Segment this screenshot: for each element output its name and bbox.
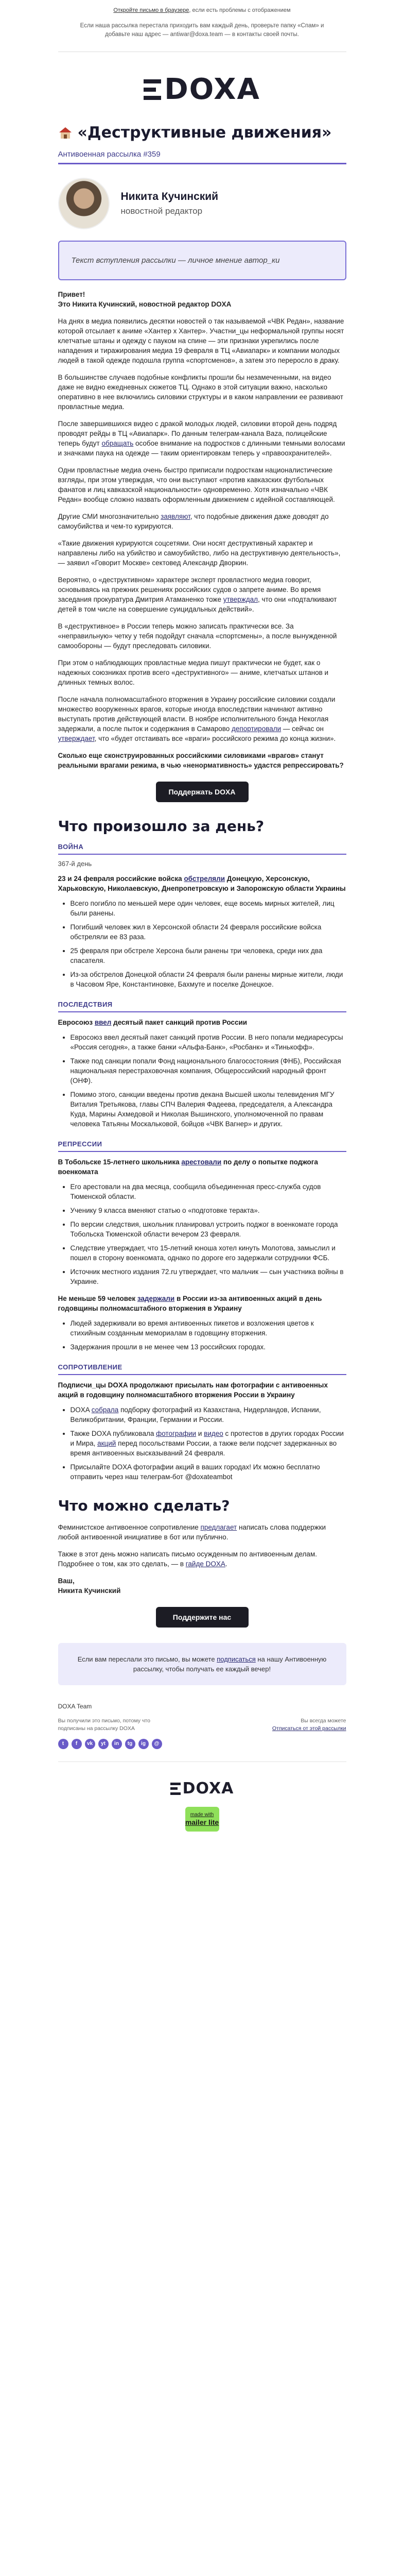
repressions-lead: В Тобольске 15-летнего школьника арестовали по делу о попытке поджога военкомата — [58, 1158, 318, 1176]
repressions-lead-2: Не меньше 59 человек задержали в России из-за антивоенных акций в день годовщины полномасштабного вторжения в Украину — [58, 1295, 322, 1312]
paragraph-8: В «деструктивное» в России теперь можно записать практически все. За «неправильную» четку у тебя подойдут сначала «спортсмены», а после вынужденной самообороны — будут преследовать силовики. — [58, 622, 337, 650]
list-item: • Его арестовали на два месяца, сообщила объединенная пресс-служба судов Тюменской области. — [71, 1182, 346, 1201]
author-role: новостной редактор — [120, 206, 203, 216]
section-label-consequences: ПОСЛЕДСТВИЯ — [58, 1001, 346, 1012]
footer-meta — [58, 1717, 346, 1733]
paragraph-4: Одни провластные медиа очень быстро приписали подросткам националистические взгляды, при этом утверждая, что они выступают «против кавказских футбольных фанатов и лиц кавказской национальности» одновременно. Хотя изначально «ЧВК Редан» вообще сложно назвать оформленным движением с идейной составляющей. — [58, 466, 335, 503]
author-intro: Это Никита Кучинский, новостной редактор DOXA — [58, 300, 232, 308]
link-video[interactable]: видео — [204, 1430, 223, 1437]
section-resistance — [58, 1363, 346, 1482]
repressions-list — [71, 1182, 346, 1286]
social-icon[interactable]: ig — [138, 1739, 149, 1749]
war-lead: 23 и 24 февраля российские войска обстреляли Донецкую, Херсонскую, Харьковскую, Николаевскую, Днепропетровскую и Запорожскую области Украины — [58, 875, 346, 892]
signature-line-1: Ваш, — [58, 1577, 75, 1585]
link-utverzhdaet[interactable]: утверждает — [58, 735, 95, 742]
signature-line-2: Никита Кучинский — [58, 1587, 121, 1595]
team-signature: DOXA Team — [58, 1703, 92, 1710]
section-label-repressions: РЕПРЕССИИ — [58, 1140, 346, 1152]
subscription-reason: Вы получили это письмо, потому что подписаны на рассылку DOXA — [58, 1718, 150, 1732]
section-consequences — [58, 1001, 346, 1129]
list-item: • Задержания прошли в не менее чем 13 российских городах. — [71, 1342, 346, 1352]
link-fotografii[interactable]: фотографии — [156, 1430, 197, 1437]
social-icon[interactable]: @ — [152, 1739, 162, 1749]
social-icon[interactable]: tg — [125, 1739, 135, 1749]
social-icons — [58, 1739, 346, 1749]
link-zaderzhali[interactable]: задержали — [137, 1295, 175, 1302]
paragraph-6: «Такие движения курируются соцсетями. Они носят деструктивный характер и направлены либо на убийство и самоубийство, либо на деструктивную деятельность», — заявил «Говорит Москве» сектовед Александр Дворкин. — [58, 539, 341, 567]
support-us-button[interactable]: Поддержите нас — [156, 1607, 249, 1628]
resistance-lead: Подписчи_цы DOXA продолжают присылать нам фотографии с антивоенных акций в годовщину полномасштабного вторжения России в Украину — [58, 1381, 328, 1399]
list-item: • По версии следствия, школьник планировал устроить поджог в военкомате города Тобольска Тюменской области вечером 23 февраля. — [71, 1219, 346, 1239]
closing-question: Сколько еще сконструированных российскими силовиками «врагов» станут реальными врагами режима, в чью «ненормативность» удастся репрессировать? — [58, 752, 344, 769]
house-icon — [58, 126, 73, 140]
doxa-logo — [0, 52, 404, 124]
list-item: • Евросоюз ввел десятый пакет санкций против России. В него попали медиаресурсы «Россия сегодня», а также банки «Альфа-Банк», «Росбанк» и «Тинькофф». — [71, 1032, 346, 1052]
main-content — [58, 124, 346, 1628]
resistance-list — [71, 1405, 346, 1482]
list-item: • Следствие утверждает, что 15-летний юноша хотел кинуть Молотова, замыслил и пошел в сторону военкомата, однако по дороге его задержали сотрудники ФСБ. — [71, 1243, 346, 1263]
list-item: • Из-за обстрелов Донецкой области 24 февраля были ранены мирные жители, люди в Часовом Яре, Константиновке, Бахмуте и поселке Донецкое. — [71, 970, 346, 989]
forwarded-note-box: Если вам переслали это письмо, вы можете подписаться на нашу Антивоенную рассылку, чтобы получать ее каждый вечер! — [58, 1643, 346, 1685]
issue-label: Антивоенная рассылка #359 — [58, 150, 161, 159]
unsubscribe-block: Вы всегда можете Отписаться от этой рассылки — [272, 1718, 346, 1732]
paragraph-2: В большинстве случаев подобные конфликты прошли бы незамеченными, на видео даже не видно ежедневных сюжетов ТЦ. Однако в этой ситуации важно, насколько оперативно в нее включились силовики структуры и в каком направлении ее развивают провластные медиа. — [58, 374, 343, 411]
spam-note: Если наша рассылка перестала приходить вам каждый день, проверьте папку «Спам» и добавьте наш адрес — antiwar@doxa.team — в контакты своей почты. — [80, 23, 324, 38]
open-in-browser-suffix: , если есть проблемы с отображением — [189, 7, 291, 13]
list-item: • DOXA собрала подборку фотографий из Казахстана, Нидерландов, Испании, Великобритании, Франции, Германии и России. — [71, 1405, 346, 1425]
social-icon[interactable]: t — [58, 1739, 68, 1749]
link-arestovali[interactable]: арестовали — [181, 1158, 222, 1166]
logo-word: DOXA — [164, 73, 260, 106]
link-vvel[interactable]: ввел — [94, 1019, 112, 1026]
link-akciy[interactable]: акций — [97, 1439, 116, 1447]
author-avatar — [58, 178, 110, 229]
repressions-list-2 — [71, 1318, 346, 1352]
doxa-logo-footer — [0, 1762, 404, 1807]
intro-box: Текст вступления рассылки — личное мнение автор_ки — [58, 241, 346, 280]
link-zayavlyayut[interactable]: заявляют — [161, 513, 190, 520]
link-predlagaet[interactable]: предлагает — [200, 1523, 237, 1531]
paragraph-3: После завершившихся видео с дракой молодых людей, силовики второй день подряд проводят рейды в ТЦ «Авиапарк». По данным телеграм-канала Baza, полицейские теперь будут обращать особое внимание на подростков с длинными темными волосами и значками паука на одежде — таким ориентировкам теперь у «правоохранителей». — [58, 420, 345, 457]
mailerlite-badge[interactable]: made with mailer lite — [185, 1807, 219, 1832]
newsletter-title: «Деструктивные движения» — [77, 124, 332, 142]
section-repressions — [58, 1140, 346, 1352]
todo-heading: Что можно сделать? — [58, 1497, 230, 1514]
day-heading: Что произошло за день? — [58, 818, 265, 835]
link-deportirovali[interactable]: депортировали — [232, 725, 282, 733]
list-item: • Источник местного издания 72.ru утверждает, что мальчик — сын участника войны в Украине. — [71, 1267, 346, 1286]
paragraph-1: На днях в медиа появились десятки новостей о так называемой «ЧВК Редан», название которой отсылает к аниме «Хантер х Хантер». Участни_цы неформальной группы носят клетчатые штаны и одежду с пауком на спине — эти признаки укрепились после нападения и тиражирования медиа 19 февраля в ТЦ «Авиапарк» и компании молодых людей в такой одежде подошла группа «спортсменов», а затем это переросло в драку. — [58, 317, 344, 364]
list-item: • 25 февраля при обстреле Херсона были ранены три человека, среди них два спасателя. — [71, 946, 346, 965]
unsubscribe-link[interactable]: Отписаться от этой рассылки — [272, 1725, 346, 1732]
social-icon[interactable]: in — [112, 1739, 122, 1749]
title-row — [58, 124, 346, 145]
section-war — [58, 843, 346, 989]
consequences-list — [71, 1032, 346, 1129]
support-doxa-button[interactable]: Поддержать DOXA — [156, 782, 249, 802]
top-note — [0, 0, 404, 16]
link-sobrala[interactable]: собрала — [91, 1406, 119, 1414]
link-obrashchat[interactable]: обращать — [101, 439, 134, 447]
war-day-count: 367-й день — [58, 860, 92, 868]
paragraph-5: Другие СМИ многозначительно заявляют, что подобные движения даже доводят до самоубийства и чем-то курируются. — [58, 513, 329, 530]
paragraph-9: При этом о наблюдающих провластные медиа пишут практически не будет, как о надежных союзниках против всего «деструктивного» — аниме, клетчатых штанов и длинных темных волос. — [58, 659, 329, 686]
open-in-browser-link[interactable]: Откройте письмо в браузере — [113, 7, 189, 13]
list-item: • Также под санкции попали Фонд национального благосостояния (ФНБ), Российская национальная перестраховочная компания, Общероссийский народный фронт (ОНФ). — [71, 1056, 346, 1086]
logo-mark-icon — [144, 79, 161, 100]
todo-paragraph-2: Также в этот день можно написать письмо осужденным по антивоенным делам. Подробнее о том, как это сделать, — в гайде DOXA. — [58, 1550, 317, 1568]
social-icon[interactable]: vk — [85, 1739, 95, 1749]
list-item: • Помимо этого, санкции введены против деканa Высшей школы телевидения МГУ Виталия Третьякова, главы СПЧ Валерия Фадеева, председателя, а Александра Куда, Марины Ахмедовой и Николая Вышинского, уполномоченной по правам человека Татьяны Москальковой, бойцов «ЧВК Вагнер» и других. — [71, 1090, 346, 1129]
list-item: • Ученику 9 класса вменяют статью о «подготовке теракта». — [71, 1206, 346, 1215]
logo-word-footer: DOXA — [182, 1780, 234, 1798]
link-guide-doxa[interactable]: гайде DOXA — [185, 1560, 225, 1568]
list-item: • Также DOXA публиковала фотографии и видео с протестов в других городах России и Мира, акций перед посольствами России, а также вели подсчет задержанных во время антивоенных высказываний 24 февраля. — [71, 1429, 346, 1458]
subscribe-link[interactable]: подписаться — [217, 1655, 256, 1663]
section-label-war: ВОЙНА — [58, 843, 346, 855]
paragraph-7: Вероятно, о «деструктивном» характере эксперт провластного медиа говорит, основываясь на прежних решениях российских судов о запрете аниме. Во время заседания прокуратура Дмитрия Атаманенко тоже утверждал, что они «подталкивают детей в том числе на совершение суицидальных действий». — [58, 576, 337, 613]
link-obstrelyali[interactable]: обстреляли — [184, 875, 225, 883]
author-name: Никита Кучинский — [120, 191, 219, 202]
consequences-lead: Евросоюз ввел десятый пакет санкций против России — [58, 1019, 248, 1026]
list-item: • Присылайте DOXA фотографии акций в ваших городах! Их можно бесплатно отправить через наш телеграм-бот @doxateambot — [71, 1462, 346, 1482]
list-item: • Людей задерживали во время антивоенных пикетов и возложения цветов к стихийным созданным мемориалам в годовщину вторжения. — [71, 1318, 346, 1338]
logo-mark-icon — [170, 1783, 181, 1795]
list-item: • Всего погибло по меньшей мере один человек, еще восемь мирных жителей, лиц были ранены. — [71, 899, 346, 918]
author-block — [58, 164, 346, 241]
war-list — [71, 899, 346, 989]
social-icon[interactable]: f — [72, 1739, 82, 1749]
greeting: Привет! — [58, 291, 85, 298]
list-item: • Погибший человек жил в Херсонской области 24 февраля российские войска обстреляли ее 83 раза. — [71, 922, 346, 942]
social-icon[interactable]: yt — [98, 1739, 109, 1749]
link-utverzhdal[interactable]: утверждал — [223, 596, 258, 603]
paragraph-10: После начала полномасштабного вторжения в Украину российские силовики создали множество вооруженных врагов, которые иногда впоследствии начинают активно выступать против действующей власти. В ноябре исполнительного бэнда Некоглая задержали, а после пыток и содержания в Самарово депортировали — сейчас он утверждает, что «будет отстаивать все «враги» российского режима до конца жизни». — [58, 696, 336, 742]
todo-paragraph-1: Феминистское антивоенное сопротивление предлагает написать слова поддержки любой антивоенной инициативе в бот или публично. — [58, 1523, 326, 1541]
section-label-resistance: СОПРОТИВЛЕНИЕ — [58, 1363, 346, 1375]
